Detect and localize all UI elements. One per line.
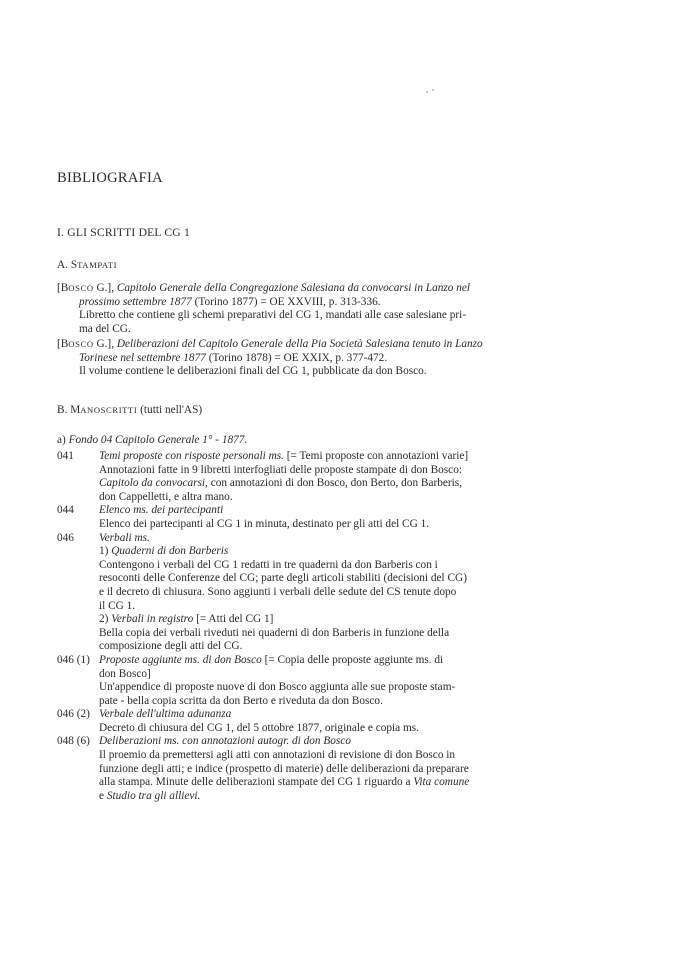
entry-line [99,613,527,627]
entry-italic-text: Vita comune [413,776,470,789]
entry-line [99,722,527,736]
entry-italic-text: Proposte aggiunte ms. di don Bosco [99,653,262,666]
manuscript-entry [57,532,527,654]
entry-italic-text: Capitolo da convocarsi, [99,477,208,490]
bib-line [57,296,517,310]
bib-text: [B [57,282,69,294]
bib-text: (Torino 1877) = OE XXVIII, p. 313-336. [191,295,381,308]
bib-line [57,323,517,337]
entry-italic-text: Verbale dell'ultima adunanza [99,708,232,721]
entry-line [99,695,527,709]
bib-text: ma del CG. [79,322,131,335]
entry-text: resoconti delle Conferenze del CG; parte degli articoli stabiliti (decisioni del CG) [99,572,467,585]
entry-line [99,790,527,804]
entry-line [99,654,527,668]
entry-line [99,681,527,695]
section-a-heading [57,259,117,273]
entry-line [99,640,527,654]
bib-author-smallcaps: OSCO [68,283,94,293]
scan-speck [426,91,428,93]
entry-code: 046 (2) [57,708,90,721]
entry-body [99,735,527,803]
bibliography-entry [57,282,517,336]
entry-text: Bella copia dei verbali riveduti nei quaderni di don Barberis in funzione della [99,626,450,639]
part-heading: I. GLI SCRITTI DEL CG 1 [57,226,190,239]
entry-italic-text: Quaderni di don Barberis [111,545,229,558]
entry-code: 046 [57,531,74,544]
entry-text: don Cappelletti, e altra mano. [99,490,233,503]
entry-line [99,504,527,518]
entry-line [99,532,527,546]
entry-line [99,708,527,722]
section-b-initial: M [70,404,81,416]
entry-line [99,572,527,586]
section-b-letter: B. [57,404,68,416]
entry-text: [= Copia delle proposte aggiunte ms. di [261,653,444,666]
entry-code: 048 (6) [57,735,90,748]
entry-line [99,763,527,777]
entry-text: e il decreto di chiusura. Sono aggiunti i verbali delle sedute del CS tenute dopo [99,585,457,598]
entry-text: Un'appendice di proposte nuove di don Bosco aggiunta alle sue proposte stam- [99,681,456,694]
manuscript-entry [57,450,527,504]
entry-body [99,708,527,735]
bib-text: G.], [93,282,117,294]
entry-text: alla stampa. Minute delle deliberazioni stampate del CG 1 riguardo a [99,776,414,789]
bib-text: G.], [93,338,117,350]
entry-italic-text: Verbali in registro [111,613,194,626]
bib-title: Capitolo Generale della Congregazione Salesiana da convocarsi in Lanzo nel [116,282,471,294]
bib-text: Il volume contiene le deliberazioni finali del CG 1, pubblicate da don Bosco. [79,365,427,378]
bib-line [57,338,517,352]
bib-line [57,282,517,296]
bib-line [57,352,517,366]
section-b-tail: (tutti nell'AS) [137,404,203,416]
entry-line [99,464,527,478]
entry-line [99,586,527,600]
manuscript-entry [57,708,527,735]
entry-text: pate - bella copia scritta da don Berto e riveduta da don Bosco. [99,694,383,707]
entry-italic-text: Elenco ms. dei partecipanti [99,504,224,517]
fondo-prefix: a) [57,434,69,446]
section-a-letter: A. [57,259,68,271]
entry-text: Decreto di chiusura del CG 1, del 5 ottobre 1877, originale e copia ms. [99,721,419,734]
entry-line [99,749,527,763]
entry-line [99,668,527,682]
entry-line [99,559,527,573]
entry-text: [= Temi proposte con annotazioni varie] [283,450,469,462]
entry-line [99,450,527,464]
entry-line [99,518,527,532]
manuscript-entry [57,654,527,708]
entry-line [99,491,527,505]
entry-line [99,627,527,641]
entry-text: Annotazioni fatte in 9 libretti interfogliati delle proposte stampate di don Bosco: [99,463,462,476]
entry-italic-text: Studio tra gli allievi. [106,789,201,802]
entry-text: 1) [99,545,112,558]
entry-body [99,532,527,654]
section-a-rest: TAMPATI [77,260,118,270]
manuscript-list [57,450,527,803]
entry-text: Il proemio da premettersi agli atti con annotazioni di revisione di don Bosco in [99,749,456,762]
entry-code: 046 (1) [57,653,90,666]
bib-title: Torinese nel settembre 1877 [79,351,206,364]
entry-italic-text: Temi proposte con risposte personali ms. [99,450,284,462]
entry-text: Contengono i verbali del CG 1 redatti in tre quaderni da don Barberis con i [99,558,438,571]
bib-text: Libretto che contiene gli schemi preparativi del CG 1, mandati alle case salesiane pri- [79,309,467,322]
bib-text: (Torino 1878) = OE XXIX, p. 377-472. [205,351,388,364]
bib-text: [B [57,338,69,350]
entry-text: con annotazioni di don Bosco, don Berto, don Barberis, [207,477,463,490]
entry-body [99,450,527,504]
bib-title: Deliberazioni del Capitolo Generale della Pia Società Salesiana tenuto in Lanzo [116,338,483,350]
manuscript-entry [57,735,527,803]
manuscript-entry [57,504,527,531]
bib-line [57,309,517,323]
section-a-initial: S [70,259,78,271]
fondo-title: Fondo 04 Capitolo Generale 1° - 1877. [68,434,248,446]
entry-italic-text: Verbali ms. [99,531,150,544]
entry-line [99,735,527,749]
entry-line [99,545,527,559]
section-b-rest: ANOSCRITTI [80,405,138,415]
section-b-heading [57,404,202,418]
entry-text: Elenco dei partecipanti al CG 1 in minuta, destinato per gli atti del CG 1. [99,517,430,530]
page-title: BIBLIOGRAFIA [57,170,163,186]
bib-line [57,365,517,379]
entry-line [99,477,527,491]
entry-text: 2) [99,613,112,626]
fondo-heading [57,434,247,448]
entry-code: 044 [57,504,74,517]
entry-body [99,504,527,531]
entry-text: don Bosco] [99,667,151,680]
entry-line [99,600,527,614]
entry-text: il CG 1. [99,599,136,612]
entry-text: e [99,789,107,802]
entry-text: composizione degli atti del CG. [99,640,243,653]
entry-italic-text: Deliberazioni ms. con annotazioni autogr. di don Bosco [99,735,351,748]
bibliography-entry [57,338,517,379]
entry-text: funzione degli atti; e indice (prospetto di materie) delle deliberazioni da preparare [99,762,469,775]
entry-body [99,654,527,708]
bib-title: prossimo settembre 1877 [79,295,192,308]
scan-speck [432,89,434,91]
entry-code: 041 [57,450,74,462]
bib-author-smallcaps: OSCO [68,339,94,349]
entry-text: [= Atti del CG 1] [193,613,274,626]
entry-line [99,776,527,790]
